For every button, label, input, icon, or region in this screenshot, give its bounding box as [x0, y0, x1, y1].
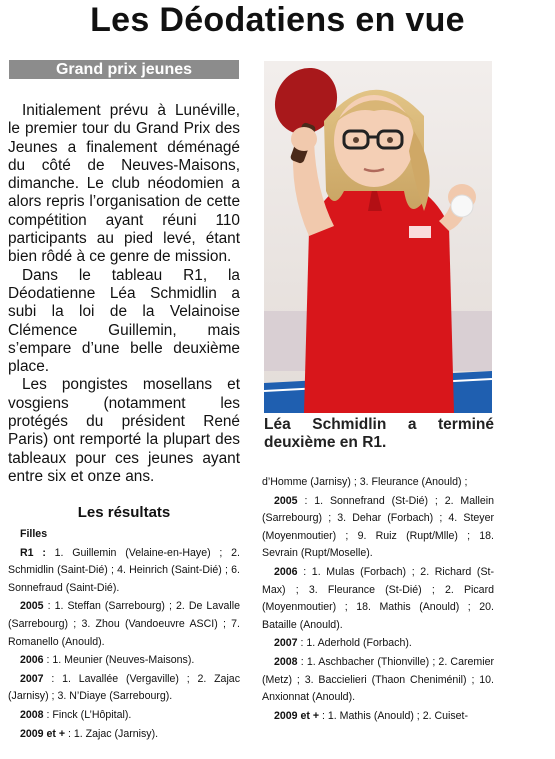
result-text: : 1. Zajac (Jarnisy). — [65, 727, 159, 740]
result-text: : Finck (L’Hôpital). — [43, 708, 132, 721]
result-text: : 1. Aschbacher (Thionville) ; 2. Caremier (Metz) ; 3. Baccielieri (Thaon Cheniménil) ; 10. Anxionnat (Anould). — [262, 655, 494, 704]
result-entry — [8, 652, 240, 670]
result-entry — [262, 493, 494, 563]
result-text: : 1. Steffan (Sarrebourg) ; 2. De Lavalle (Sarrebourg) ; 3. Zhou (Vandoeuvre ASCI) ; 7. Romanello (Anould). — [8, 600, 240, 648]
result-category: R1 : — [20, 546, 46, 559]
result-entry — [8, 707, 240, 725]
result-text: : 1. Lavallée (Vergaville) ; 2. Zajac (Jarnisy) ; 3. N’Diaye (Sarrebourg). — [8, 672, 240, 703]
result-text: : 1. Mulas (Forbach) ; 2. Richard (St-Max) ; 3. Fleurance (St-Dié) ; 2. Picard (Moyenmoutier) ; 18. Mathis (Anould) ; 20. Bataille (Anould). — [262, 565, 494, 631]
intro-paragraph-1: Initialement prévu à Lunéville, le premier tour du Grand Prix des Jeunes a finalement déménagé du côté de Neuves-Maisons, dimanche. Le club néodomien a alors repris l’organisation de cette compétition ayant réuni 110 participants au pied levé, étant bien rôdé à ce genre de mission. — [8, 102, 240, 266]
result-entry — [8, 726, 240, 744]
result-category: 2007 — [274, 637, 298, 650]
result-entry — [262, 654, 494, 707]
result-entry — [8, 598, 240, 651]
result-entry — [262, 635, 494, 653]
intro-paragraph-2: Dans le tableau R1, la Déodatienne Léa Schmidlin a subi la loi de la Velainoise Clémence Guillemin, mais s’empare d’une belle deuxième place. — [8, 266, 240, 376]
result-category: 2008 — [274, 655, 298, 668]
result-text: 1. Guillemin (Velaine-en-Haye) ; 2. Schmidlin (Saint-Dié) ; 4. Heinrich (Saint-Dié) ; 6. Sonnefraud (Saint-Dié). — [8, 546, 240, 594]
result-text: : 1. Mathis (Anould) ; 2. Cuiset- — [319, 709, 469, 722]
headline: Les Déodatiens en vue — [90, 1, 465, 39]
section-kicker: Grand prix jeunes — [9, 60, 239, 79]
intro-text — [8, 102, 240, 486]
result-text: : 1. Aderhold (Forbach). — [297, 637, 412, 650]
result-category: 2009 et + — [20, 727, 66, 740]
result-category: 2006 — [20, 654, 44, 667]
result-entry — [8, 671, 240, 706]
results-section-heading: Filles — [20, 528, 48, 540]
result-entry — [8, 545, 240, 598]
results-left-column — [8, 526, 240, 744]
photo-caption: Léa Schmidlin a terminé deuxième en R1. — [264, 416, 494, 451]
result-text: : 1. Sonnefrand (St-Dié) ; 2. Mallein (Sarrebourg) ; 3. Dehar (Forbach) ; 4. Steyer (Moyenmoutier) ; 9. Ruiz (Rupt/Mlle) ; 18. Sevrain (Rupt/Moselle). — [262, 494, 494, 560]
result-category: 2006 — [274, 565, 298, 578]
results-title: Les résultats — [77, 504, 171, 521]
result-category: 2005 — [20, 600, 44, 613]
result-entry — [262, 708, 494, 726]
photo-illustration — [264, 61, 492, 413]
result-category: 2005 — [274, 494, 298, 507]
results-right-column — [262, 474, 494, 726]
article-photo — [264, 61, 492, 413]
result-continuation: d’Homme (Jarnisy) ; 3. Fleurance (Anould) ; — [262, 476, 468, 488]
result-category: 2007 — [20, 672, 44, 685]
result-category: 2009 et + — [274, 709, 320, 722]
result-entry — [262, 564, 494, 634]
result-text: : 1. Meunier (Neuves-Maisons). — [43, 654, 195, 667]
intro-paragraph-3: Les pongistes mosellans et vosgiens (notamment les protégés du président René Paris) ont remporté la plupart des tableaux pour ces jeunes ayant entre six et onze ans. — [8, 376, 240, 485]
result-category: 2008 — [20, 708, 44, 721]
